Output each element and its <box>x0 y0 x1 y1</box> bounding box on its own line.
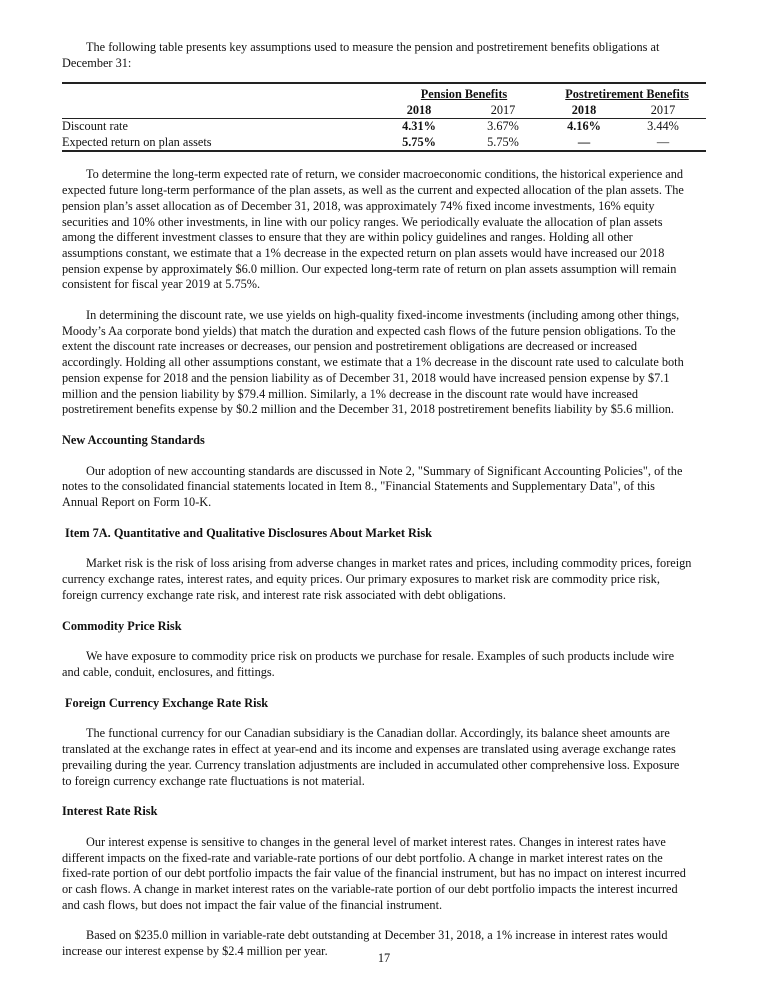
text-line: To determine the long-term expected rate of return, we consider macroeconomic conditions, the historical experience and <box>86 167 684 182</box>
text-line: Our adoption of new accounting standards are discussed in Note 2, "Summary of Significant Accounting Policies", of the <box>86 463 683 478</box>
text-line: expected future long-term performance of the plan assets, as well as the current and expected allocation of the plan assets. The <box>62 183 684 198</box>
text-line: prevailing during the year. Currency translation adjustments are included in accumulated other comprehensive loss. Exposure <box>62 757 680 772</box>
text-line: translated at the exchange rates in effect at year-end and its income and expenses are translated using average exchange rates <box>62 742 676 757</box>
cell: — <box>656 134 670 149</box>
section-heading: Interest Rate Risk <box>62 804 158 819</box>
group-header-postretirement: Postretirement Benefits <box>565 87 689 102</box>
text-line: Moody’s Aa corporate bond yields) that match the duration and expected cash flows of the future pension obligations. To the <box>62 323 676 338</box>
text-line: assumptions constant, we estimate that a 1% decrease in the expected return on plan assets would have increased our 2018 <box>62 245 665 260</box>
year-header: 2018 <box>571 102 597 117</box>
cell: 5.75% <box>402 134 436 149</box>
text-line: In determining the discount rate, we use yields on high-quality fixed-income investments (including among other things, <box>86 308 680 323</box>
text-line: and cable, conduit, enclosures, and fittings. <box>62 664 275 679</box>
text-line: different impacts on the fixed-rate and variable-rate portions of our debt portfolio. A change in market interest rates on the <box>62 850 663 865</box>
text-line: The functional currency for our Canadian subsidiary is the Canadian dollar. Accordingly, its balance sheet amounts are <box>86 726 670 741</box>
row-label: Expected return on plan assets <box>62 134 212 149</box>
text-line: securities and 10% other investments, in line with our policy ranges. We periodically evaluate the allocation of plan assets <box>62 214 663 229</box>
year-header: 2017 <box>650 102 676 117</box>
cell: 3.44% <box>647 119 679 134</box>
paragraph <box>62 726 706 789</box>
section-heading: New Accounting Standards <box>62 432 205 447</box>
text-line: We have exposure to commodity price risk on products we purchase for resale. Examples of such products include wire <box>86 649 675 664</box>
text-line: notes to the consolidated financial statements located in Item 8., "Financial Statements and Supplementary Data", of this <box>62 479 655 494</box>
page-number: 17 <box>377 951 391 965</box>
text-line: Our interest expense is sensitive to changes in the general level of market interest rates. Changes in interest rates have <box>86 834 666 849</box>
year-header: 2017 <box>490 102 516 117</box>
cell: 4.31% <box>402 119 436 134</box>
cell: 3.67% <box>487 119 519 134</box>
paragraph <box>62 167 706 293</box>
section-heading: Commodity Price Risk <box>62 618 182 633</box>
paragraph <box>62 464 706 511</box>
text-line: currency exchange rates, interest rates, and equity prices. Our primary exposures to market risk are commodity price risk, <box>62 572 660 587</box>
paragraph <box>62 308 706 418</box>
text-line: pension expense by approximately $6.0 million. Our expected long-term rate of return on plan assets assumption will remain <box>62 261 677 276</box>
paragraph <box>62 649 706 680</box>
table-row <box>62 135 706 152</box>
text-line: accordingly. Holding all other assumptions constant, we estimate that a 1% decrease in the discount rate used to calculate both <box>62 355 684 370</box>
intro-paragraph <box>62 40 706 71</box>
text-line: million and the pension liability by $79.4 million. Similarly, a 1% decrease in the discount rate would have increased <box>62 386 638 401</box>
cell: 5.75% <box>487 134 519 149</box>
text-line: Based on $235.0 million in variable-rate debt outstanding at December 31, 2018, a 1% increase in interest rates would <box>86 928 668 943</box>
year-header: 2018 <box>406 102 432 117</box>
text-line: extent the discount rate increases or decreases, our pension and postretirement obligations are decreased or increased <box>62 339 637 354</box>
table-row <box>62 119 706 135</box>
document-page <box>62 40 706 960</box>
assumptions-table <box>62 82 706 152</box>
text-line: December 31: <box>62 55 132 70</box>
text-line: postretirement benefits expense by $0.2 million and the December 31, 2018 postretirement benefits liability by $5.6 million. <box>62 402 674 417</box>
text-line: fixed-rate portion of our debt portfolio impacts the fair value of the financial instrument, but has no impact on interest incurred <box>62 866 686 881</box>
text-line: consistent for fiscal year 2019 at 5.75%. <box>62 277 261 292</box>
text-line: and cash flows, but does not impact the fair value of the financial instrument. <box>62 897 443 912</box>
text-line: The following table presents key assumptions used to measure the pension and postretirement benefits obligations at <box>86 40 660 54</box>
text-line: pension expense for 2018 and the pension liability as of December 31, 2018 would have increased pension expense by $7.1 <box>62 370 670 385</box>
paragraph <box>62 556 706 603</box>
text-line: increase our interest expense by $2.4 million per year. <box>62 944 328 959</box>
text-line: among the different investment classes to ensure that they are within policy guidelines and ranges. Holding all other <box>62 230 633 245</box>
text-line: Market risk is the risk of loss arising from adverse changes in market rates and prices, including commodity prices, foreign <box>86 556 692 571</box>
text-line: Annual Report on Form 10-K. <box>62 495 212 510</box>
section-heading: Item 7A. Quantitative and Qualitative Disclosures About Market Risk <box>65 525 432 540</box>
text-line: pension plan’s asset allocation as of December 31, 2018, was approximately 74% fixed income investments, 16% equity <box>62 198 655 213</box>
cell: 4.16% <box>567 119 601 134</box>
row-label: Discount rate <box>62 119 128 134</box>
text-line: foreign currency exchange rate risk, and interest rate risk associated with debt obligations. <box>62 587 506 602</box>
section-heading: Foreign Currency Exchange Rate Risk <box>65 695 269 710</box>
cell: — <box>577 134 591 149</box>
text-line: to foreign currency exchange rate fluctuations is not material. <box>62 773 365 788</box>
group-header-pension: Pension Benefits <box>420 87 508 102</box>
paragraph <box>62 835 706 914</box>
text-line: or cash flows. A change in market interest rates on the variable-rate portion of our debt portfolio impacts the interest incurred <box>62 882 678 897</box>
